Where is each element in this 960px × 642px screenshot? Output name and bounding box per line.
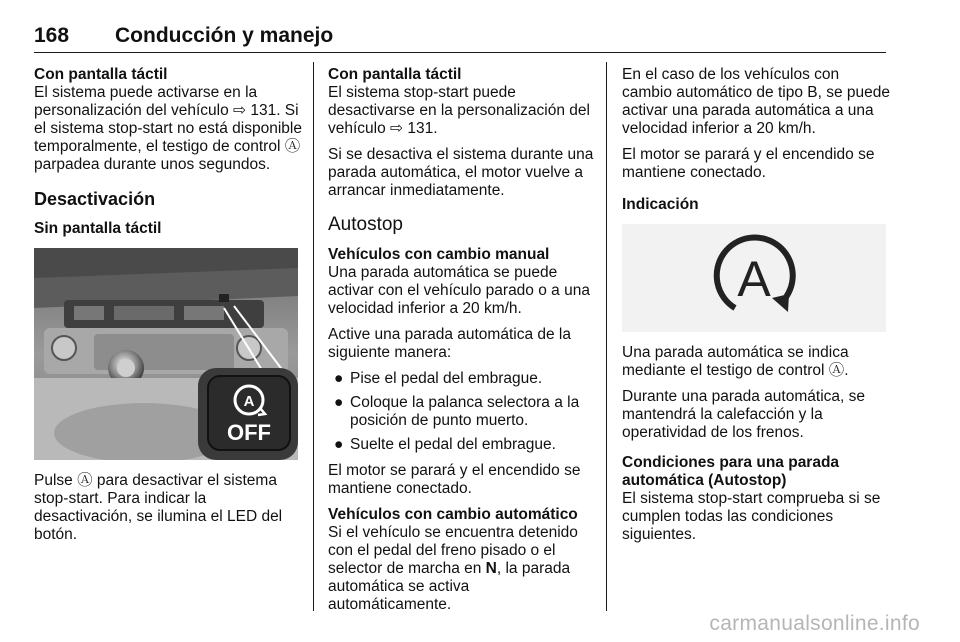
- paragraph: El sistema stop-start puede desactivarse en la personalización del vehículo ⇨ 131.: [328, 84, 590, 137]
- paragraph: El sistema stop-start comprueba si se cumplen todas las condiciones siguientes.: [622, 490, 881, 543]
- bullet: ●: [334, 394, 344, 411]
- column-left: [34, 66, 302, 552]
- list-item-text: Pise el pedal del embrague.: [350, 370, 543, 387]
- list-item: [328, 394, 594, 430]
- paragraph: Si se desactiva el sistema durante una parada automática, el motor vuelve a arrancar inmediatamente.: [328, 146, 594, 199]
- column-right: [622, 66, 890, 552]
- section-subheading: Sin pantalla táctil: [34, 220, 162, 237]
- conditions-section: [622, 454, 890, 544]
- list-item: [328, 370, 594, 388]
- button-letter: A: [243, 393, 255, 410]
- section-subheading: Con pantalla táctil: [34, 66, 168, 83]
- steps-list: [328, 370, 594, 454]
- page-number: 168: [34, 24, 70, 47]
- paragraph: El motor se parará y el encendido se mantiene conectado.: [622, 146, 875, 181]
- paragraph: El sistema puede activarse en la personalización del vehículo ⇨ 131. Si el sistema stop-start no está disponible temporalmente, el testigo de control Ⓐ parpadea durante unos segundos.: [34, 84, 302, 173]
- page-header: [34, 22, 886, 53]
- touch-screen-section: [34, 66, 302, 174]
- paragraph: Durante una parada automática, se mantendrá la calefacción y la operatividad de los frenos.: [622, 388, 865, 441]
- section-heading-autostop: Autostop: [328, 214, 403, 235]
- paragraph: Una parada automática se puede activar con el vehículo parado o a una velocidad inferior a 20 km/h.: [328, 264, 590, 317]
- section-heading-deactivation: Desactivación: [34, 189, 156, 209]
- bullet: ●: [334, 370, 344, 387]
- column-middle: [328, 66, 594, 622]
- section-heading-indication: Indicación: [622, 196, 699, 213]
- paragraph-part: Si el vehículo se encuentra detenido con el pedal del freno pisado o el selector de marcha en: [328, 524, 578, 577]
- paragraph: En el caso de los vehículos con cambio automático de tipo B, se puede activar una parada automática a una velocidad inferior a 20 km/h.: [622, 66, 890, 137]
- button-off-label: OFF: [227, 420, 271, 445]
- paragraph: Pulse Ⓐ para desactivar el sistema stop-start. Para indicar la desactivación, se ilumina el LED del botón.: [34, 472, 283, 543]
- touch-screen-section: [328, 66, 594, 138]
- manual-section: [328, 246, 594, 318]
- section-subheading: Vehículos con cambio automático: [328, 506, 578, 523]
- bullet: ●: [334, 436, 344, 453]
- section-subheading: Con pantalla táctil: [328, 66, 462, 83]
- gear-n-label: N: [485, 560, 497, 577]
- list-item: [328, 436, 594, 454]
- column-divider: [606, 62, 607, 611]
- list-item-text: Suelte el pedal del embrague.: [350, 436, 556, 453]
- page-title: Conducción y manejo: [115, 24, 334, 47]
- paragraph-part: , la parada automática se activa automáticamente.: [328, 560, 571, 613]
- paragraph: Active una parada automática de la siguiente manera:: [328, 326, 571, 361]
- column-divider: [313, 62, 314, 611]
- section-subheading: Condiciones para una parada automática (Autostop): [622, 454, 840, 489]
- dashboard-photo: [34, 248, 298, 460]
- paragraph: El motor se parará y el encendido se mantiene conectado.: [328, 462, 581, 497]
- automatic-section: [328, 506, 594, 614]
- watermark: carmanualsonline.info: [709, 612, 920, 635]
- list-item-text: Coloque la palanca selectora a la posición de punto muerto.: [350, 394, 580, 429]
- section-subheading: Vehículos con cambio manual: [328, 246, 550, 263]
- paragraph: Una parada automática se indica mediante el testigo de control Ⓐ.: [622, 344, 849, 379]
- indicator-letter: A: [737, 251, 771, 307]
- autostop-indicator-icon: [622, 224, 886, 332]
